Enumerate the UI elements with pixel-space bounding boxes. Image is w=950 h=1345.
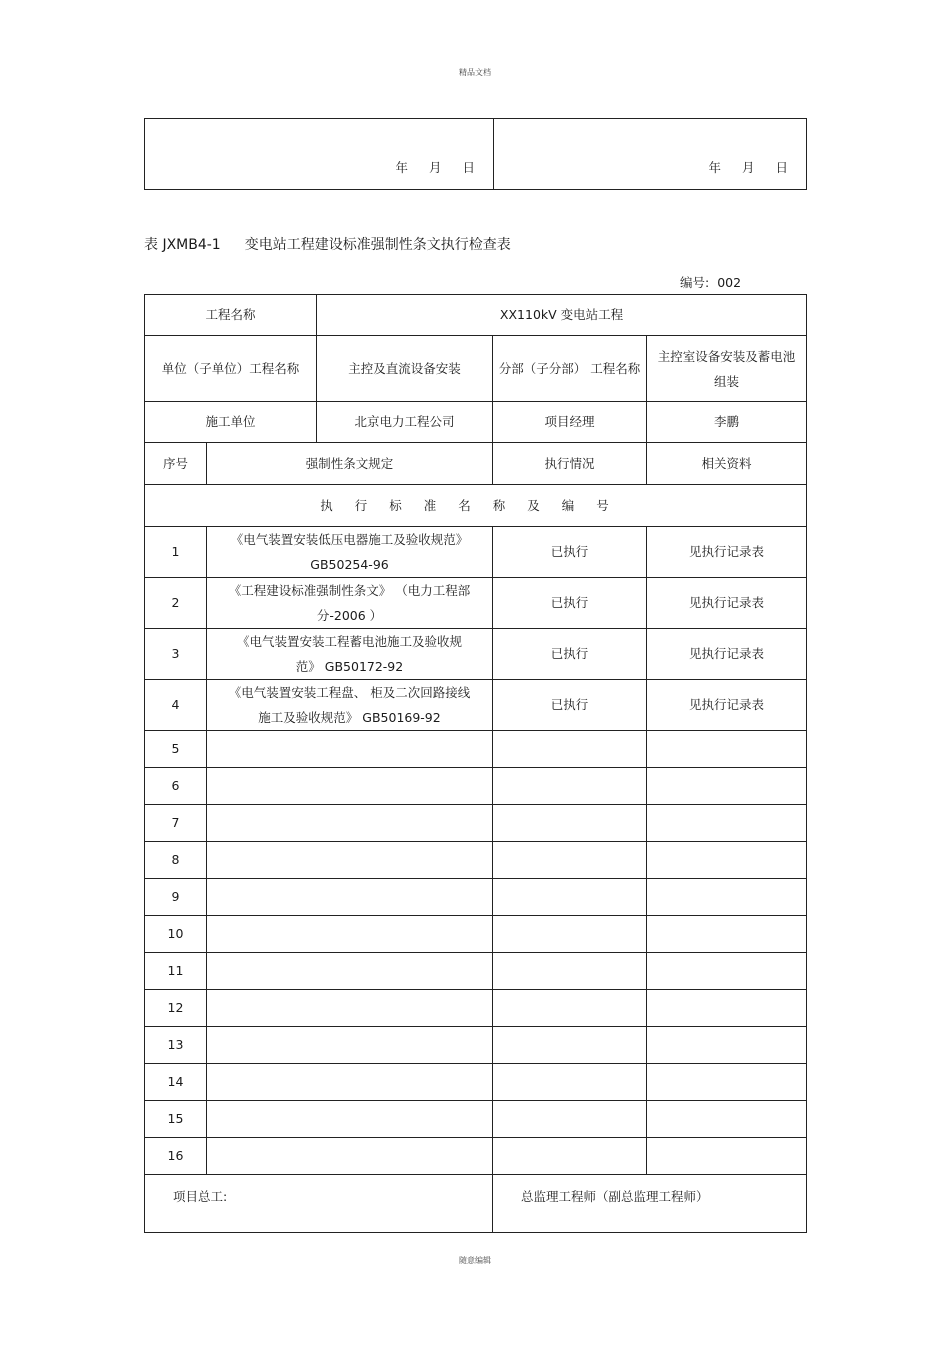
- project-name-value: XX110kV 变电站工程: [317, 295, 807, 336]
- table-row: [145, 527, 807, 578]
- right-date: 年 月 日: [708, 160, 788, 175]
- form-title: [144, 234, 511, 254]
- table-row: [145, 578, 807, 629]
- row-no: 8: [145, 842, 207, 879]
- empty-cell: [647, 842, 807, 879]
- row-no: 12: [145, 990, 207, 1027]
- section-title: 执行标准名称及编号: [145, 485, 807, 527]
- empty-row: [145, 768, 807, 805]
- sub-name-value-line1: 主控室设备安装及蓄电池: [657, 348, 796, 364]
- row-status: 已执行: [493, 629, 647, 680]
- row-standard: [207, 578, 493, 629]
- empty-cell: [647, 1027, 807, 1064]
- empty-cell: [493, 990, 647, 1027]
- manager-value: 李鹏: [647, 402, 807, 443]
- signature-date-table: [144, 118, 807, 190]
- row-standard: [207, 629, 493, 680]
- empty-cell: [493, 1138, 647, 1175]
- row-standard-line1: 《电气装置安装低压电器施工及验收规范》: [230, 532, 469, 547]
- empty-cell: [647, 953, 807, 990]
- empty-cell: [207, 805, 493, 842]
- row-no: 4: [145, 680, 207, 731]
- serial-value: 002: [717, 275, 742, 290]
- empty-cell: [647, 916, 807, 953]
- row-no: 15: [145, 1101, 207, 1138]
- row-no: 10: [145, 916, 207, 953]
- empty-row: [145, 879, 807, 916]
- form-code: 表 JXMB4-1: [144, 237, 221, 253]
- row-status: 已执行: [493, 527, 647, 578]
- serial-number: [680, 273, 741, 291]
- row-standard-line2: 范》 GB50172-92: [295, 659, 404, 674]
- row-status: 已执行: [493, 680, 647, 731]
- supervisor-signature: 总监理工程师（副总监理工程师）: [493, 1175, 807, 1233]
- empty-cell: [493, 731, 647, 768]
- empty-cell: [207, 953, 493, 990]
- row-docs: 见执行记录表: [647, 527, 807, 578]
- sub-name-value: [647, 336, 807, 402]
- row-status: 已执行: [493, 578, 647, 629]
- empty-cell: [207, 1138, 493, 1175]
- empty-cell: [647, 990, 807, 1027]
- row-standard: [207, 680, 493, 731]
- unit-name-label: 单位（子单位）工程名称: [145, 336, 317, 402]
- empty-row: [145, 953, 807, 990]
- empty-cell: [493, 1101, 647, 1138]
- contractor-label: 施工单位: [145, 402, 317, 443]
- inspection-table: [144, 294, 807, 1233]
- empty-cell: [207, 768, 493, 805]
- empty-cell: [207, 879, 493, 916]
- empty-row: [145, 731, 807, 768]
- empty-cell: [207, 1064, 493, 1101]
- left-date: 年 月 日: [395, 160, 475, 175]
- page-header: 精品文档: [459, 68, 491, 77]
- sub-name-value-line2: 组装: [714, 373, 740, 389]
- empty-cell: [207, 1101, 493, 1138]
- empty-cell: [493, 879, 647, 916]
- empty-row: [145, 805, 807, 842]
- page-footer: 随意编辑: [459, 1256, 491, 1265]
- row-no: 5: [145, 731, 207, 768]
- col-header-docs: 相关资料: [647, 443, 807, 485]
- sub-name-label: 分部（子分部） 工程名称: [493, 336, 647, 402]
- chief-engineer-signature: 项目总工:: [145, 1175, 493, 1233]
- empty-cell: [207, 842, 493, 879]
- empty-cell: [647, 805, 807, 842]
- row-standard-line1: 《电气装置安装工程盘、 柜及二次回路接线: [228, 685, 471, 700]
- empty-cell: [207, 731, 493, 768]
- row-no: 3: [145, 629, 207, 680]
- empty-row: [145, 1138, 807, 1175]
- row-docs: 见执行记录表: [647, 578, 807, 629]
- empty-cell: [647, 879, 807, 916]
- empty-row: [145, 1064, 807, 1101]
- table-row: [145, 680, 807, 731]
- table-row: [145, 629, 807, 680]
- row-standard-line2: GB50254-96: [310, 557, 389, 572]
- unit-name-value: 主控及直流设备安装: [317, 336, 493, 402]
- empty-row: [145, 1027, 807, 1064]
- empty-cell: [493, 768, 647, 805]
- row-docs: 见执行记录表: [647, 680, 807, 731]
- row-no: 2: [145, 578, 207, 629]
- col-header-status: 执行情况: [493, 443, 647, 485]
- empty-cell: [493, 805, 647, 842]
- row-no: 13: [145, 1027, 207, 1064]
- empty-cell: [493, 1027, 647, 1064]
- contractor-value: 北京电力工程公司: [317, 402, 493, 443]
- row-docs: 见执行记录表: [647, 629, 807, 680]
- row-no: 7: [145, 805, 207, 842]
- empty-cell: [647, 1138, 807, 1175]
- empty-cell: [207, 990, 493, 1027]
- row-standard-line1: 《工程建设标准强制性条文》 （电力工程部: [228, 583, 471, 598]
- serial-label: 编号:: [680, 275, 710, 290]
- empty-row: [145, 1101, 807, 1138]
- empty-row: [145, 842, 807, 879]
- row-standard-line1: 《电气装置安装工程蓄电池施工及验收规: [237, 634, 463, 649]
- empty-cell: [207, 916, 493, 953]
- manager-label: 项目经理: [493, 402, 647, 443]
- project-name-label: 工程名称: [145, 295, 317, 336]
- empty-cell: [207, 1027, 493, 1064]
- row-no: 11: [145, 953, 207, 990]
- empty-cell: [647, 731, 807, 768]
- empty-row: [145, 990, 807, 1027]
- row-no: 16: [145, 1138, 207, 1175]
- col-header-no: 序号: [145, 443, 207, 485]
- right-date-cell: [494, 119, 807, 190]
- form-title-text: 变电站工程建设标准强制性条文执行检查表: [244, 237, 511, 253]
- row-standard-line2: 分-2006 ）: [316, 608, 383, 623]
- row-no: 1: [145, 527, 207, 578]
- empty-row: [145, 916, 807, 953]
- col-header-rule: 强制性条文规定: [207, 443, 493, 485]
- row-no: 9: [145, 879, 207, 916]
- row-standard: [207, 527, 493, 578]
- empty-cell: [493, 1064, 647, 1101]
- empty-cell: [493, 953, 647, 990]
- empty-cell: [493, 916, 647, 953]
- empty-cell: [493, 842, 647, 879]
- empty-cell: [647, 768, 807, 805]
- left-date-cell: [145, 119, 494, 190]
- empty-cell: [647, 1064, 807, 1101]
- row-no: 6: [145, 768, 207, 805]
- row-standard-line2: 施工及验收规范》 GB50169-92: [258, 710, 441, 725]
- row-no: 14: [145, 1064, 207, 1101]
- empty-cell: [647, 1101, 807, 1138]
